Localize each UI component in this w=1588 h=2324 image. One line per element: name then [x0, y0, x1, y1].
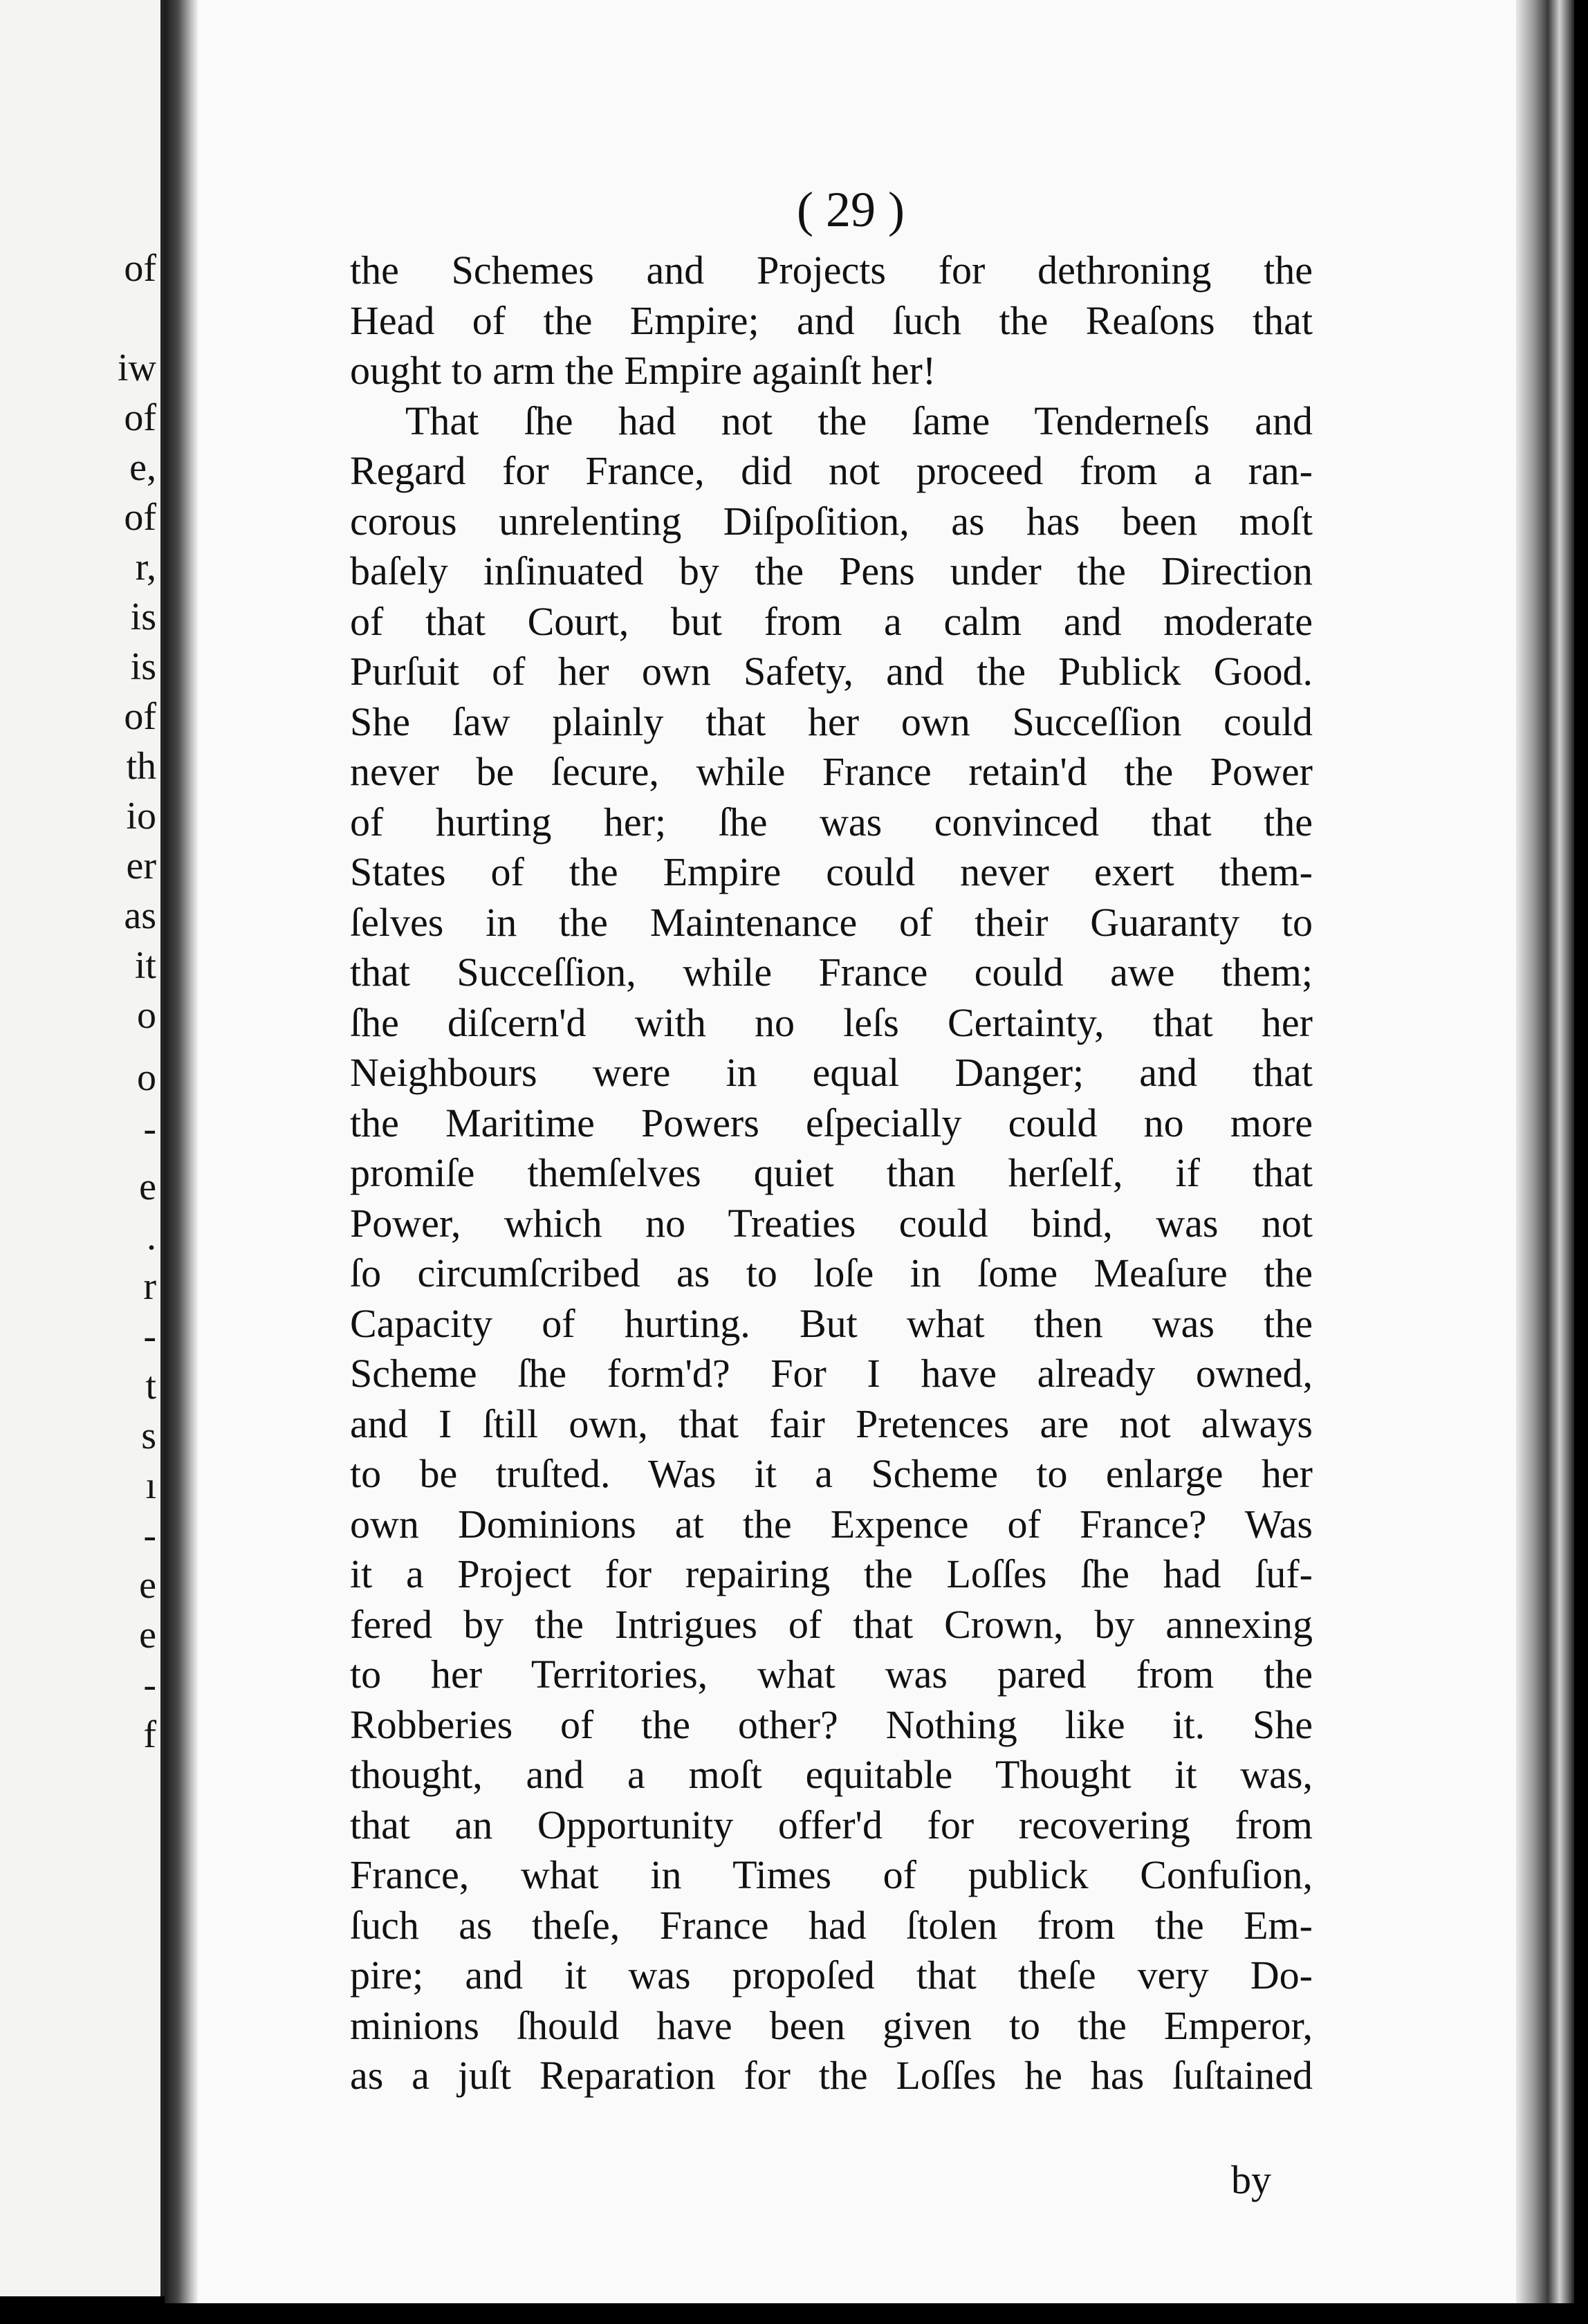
- text-line: States of the Empire could never exert them-: [350, 849, 1313, 894]
- text-line: That ſhe had not the ſame Tenderneſs and: [405, 398, 1313, 443]
- left-page-fragment: er: [126, 845, 156, 887]
- left-page-fragment: of: [124, 695, 156, 738]
- text-line: own Dominions at the Expence of France? Was: [350, 1501, 1313, 1547]
- left-page-fragment: of: [124, 496, 156, 539]
- left-page-fragment: t: [145, 1365, 156, 1408]
- left-page-fragment: f: [143, 1713, 156, 1756]
- page-edge: [1516, 0, 1574, 2303]
- left-page-fragment: -: [143, 1107, 156, 1150]
- text-line: Scheme ſhe form'd? For I have already owned,: [350, 1351, 1313, 1396]
- text-line: ſhe diſcern'd with no leſs Certainty, that her: [350, 999, 1313, 1045]
- text-line: Purſuit of her own Safety, and the Publick Good.: [350, 649, 1313, 694]
- left-page-margin: [0, 0, 165, 2296]
- text-line: ought to arm the Empire againſt her!: [350, 348, 936, 393]
- text-line: Capacity of hurting. But what then was the: [350, 1300, 1313, 1346]
- text-line: Robberies of the other? Nothing like it. She: [350, 1702, 1313, 1747]
- text-line: Head of the Empire; and ſuch the Reaſons that: [350, 297, 1313, 343]
- text-line: baſely inſinuated by the Pens under the Direction: [350, 548, 1313, 593]
- left-page-fragment: is: [130, 645, 156, 688]
- left-page-fragment: o: [137, 994, 156, 1037]
- text-line: promiſe themſelves quiet than herſelf, if that: [350, 1150, 1313, 1195]
- text-line: Neighbours were in equal Danger; and that: [350, 1050, 1313, 1095]
- left-page-fragment: e: [139, 1165, 156, 1208]
- left-page-fragment: r: [143, 1265, 156, 1308]
- text-line: that Succeſſion, while France could awe them;: [350, 950, 1313, 995]
- left-page-fragment: it: [134, 944, 156, 987]
- left-page-fragment: .: [147, 1215, 156, 1258]
- text-line: ſuch as theſe, France had ſtolen from the Em-: [350, 1902, 1313, 1948]
- text-line: never be ſecure, while France retain'd the Power: [350, 749, 1313, 794]
- left-page-fragment: o: [137, 1056, 156, 1099]
- left-page-fragment: is: [130, 596, 156, 638]
- text-line: minions ſhould have been given to the Emperor,: [350, 2002, 1313, 2048]
- text-line: it a Project for repairing the Loſſes ſhe had ſuf-: [350, 1551, 1313, 1596]
- text-line: the Maritime Powers eſpecially could no more: [350, 1100, 1313, 1145]
- text-line: the Schemes and Projects for dethroning the: [350, 248, 1313, 293]
- left-page-fragment: -: [143, 1315, 156, 1358]
- text-line: Power, which no Treaties could bind, was not: [350, 1200, 1313, 1246]
- left-page-fragment: e,: [129, 446, 156, 489]
- text-line: corous unrelenting Diſpoſition, as has been moſt: [350, 498, 1313, 544]
- left-page-fragment: of: [124, 247, 156, 290]
- text-line: as a juſt Reparation for the Loſſes he has ſuſtained: [350, 2053, 1313, 2098]
- text-line: of hurting her; ſhe was convinced that the: [350, 799, 1313, 845]
- text-line: to be truſted. Was it a Scheme to enlarge her: [350, 1451, 1313, 1496]
- text-line: to her Territories, what was pared from the: [350, 1652, 1313, 1697]
- text-line: ſelves in the Maintenance of their Guaranty to: [350, 899, 1313, 945]
- text-line: of that Court, but from a calm and moderate: [350, 598, 1313, 644]
- left-page-fragment: -: [143, 1663, 156, 1706]
- text-line: She ſaw plainly that her own Succeſſion could: [350, 699, 1313, 744]
- book-gutter: [165, 0, 198, 2303]
- left-page-fragment: of: [124, 396, 156, 439]
- left-page-fragment: th: [126, 745, 156, 788]
- catchword: by: [1231, 2157, 1271, 2202]
- left-page-fragment: as: [124, 894, 156, 937]
- text-line: that an Opportunity offer'd for recovering from: [350, 1802, 1313, 1847]
- left-page-fragment: -: [143, 1514, 156, 1557]
- text-line: thought, and a moſt equitable Thought it was,: [350, 1752, 1313, 1797]
- text-line: Regard for France, did not proceed from a ran-: [350, 448, 1313, 493]
- left-page-fragment: s: [141, 1414, 156, 1457]
- left-page-fragment: ı: [145, 1464, 156, 1507]
- text-line: fered by the Intrigues of that Crown, by annexing: [350, 1601, 1313, 1647]
- left-page-fragment: e: [139, 1614, 156, 1657]
- text-line: ſo circumſcribed as to loſe in ſome Meaſure the: [350, 1251, 1313, 1295]
- text-line: and I ſtill own, that fair Pretences are not always: [350, 1401, 1313, 1446]
- text-line: France, what in Times of publick Confuſion,: [350, 1852, 1313, 1897]
- left-page-fragment: r,: [135, 546, 156, 589]
- page-number: ( 29 ): [797, 182, 905, 237]
- left-page-fragment: e: [139, 1564, 156, 1607]
- body-text: [350, 246, 1313, 2101]
- left-page-fragment: iw: [118, 347, 156, 389]
- left-page-fragment: io: [126, 795, 156, 838]
- text-line: pire; and it was propoſed that theſe very Do-: [350, 1953, 1313, 1998]
